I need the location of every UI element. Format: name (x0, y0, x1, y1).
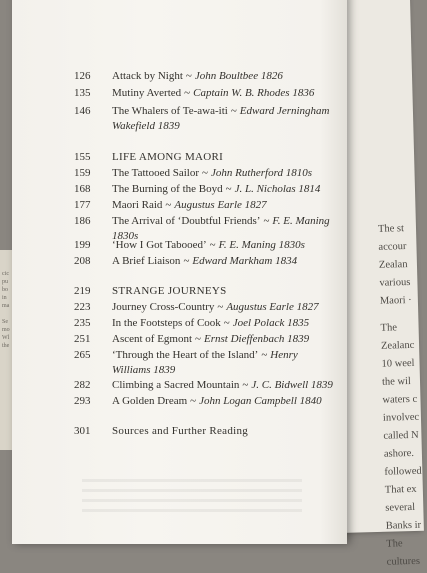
toc-author: Edward Jerningham Wakefield 1839 (112, 105, 330, 132)
toc-title: ‘Through the Heart of the Island’ (112, 349, 259, 361)
toc-page-number: 265 (74, 349, 91, 361)
toc-title: A Brief Liaison (112, 255, 181, 267)
toc-entry-body (112, 198, 338, 213)
toc-page-number: 208 (74, 255, 91, 267)
left-book-line: mo (2, 327, 10, 333)
toc-separator: ~ (242, 379, 249, 391)
toc-page-number: 301 (74, 425, 91, 437)
toc-author: Joel Polack 1835 (232, 317, 310, 329)
toc-author: F. E. Maning 1830s (112, 215, 330, 242)
toc-page-number: 146 (74, 105, 91, 117)
toc-entry-body (112, 86, 338, 101)
left-book-line: in (2, 295, 7, 301)
background-line: waters c (382, 393, 418, 406)
toc-title: The Arrival of ‘Doubtful Friends’ (112, 215, 261, 227)
toc-author: Ernst Dieffenbach 1839 (204, 333, 310, 345)
toc-title: Sources and Further Reading (112, 425, 249, 437)
contents-page (12, 0, 347, 544)
background-line: Zealanc (380, 339, 415, 352)
background-line: several (385, 501, 416, 514)
toc-page-number: 293 (74, 395, 91, 407)
toc-separator: ~ (185, 70, 192, 82)
toc-page-number: 135 (74, 87, 91, 99)
toc-title: Ascent of Egmont (112, 333, 193, 345)
toc-title: Climbing a Sacred Mountain (112, 379, 240, 391)
toc-title: The Tattooed Sailor (112, 167, 200, 179)
toc-entry-body (112, 254, 338, 269)
toc-page-number: 199 (74, 239, 91, 251)
background-line: The (380, 322, 398, 334)
toc-title: Attack by Night (112, 70, 183, 82)
toc-entry-body (112, 300, 338, 315)
toc-author: Augustus Earle 1827 (174, 199, 267, 211)
toc-title: Journey Cross-Country (112, 301, 215, 313)
toc-page-number: 168 (74, 183, 91, 195)
toc-entry-body (112, 378, 338, 393)
toc-separator: ~ (223, 317, 230, 329)
toc-entry-body (112, 69, 338, 84)
toc-title: STRANGE JOURNEYS (112, 285, 227, 297)
toc-author: Henry Williams 1839 (112, 349, 298, 376)
toc-title: LIFE AMONG MAORI (112, 151, 224, 163)
left-book-line: Wl (2, 335, 10, 341)
background-line: cultures (386, 555, 421, 568)
toc-author: F. E. Maning 1830s (218, 239, 305, 251)
toc-page-number: 126 (74, 70, 91, 82)
toc-entry-body (112, 348, 338, 378)
toc-title: A Golden Dream (112, 395, 188, 407)
toc-author: Augustus Earle 1827 (226, 301, 319, 313)
toc-page-number: 282 (74, 379, 91, 391)
left-book-line: cic (2, 271, 9, 277)
left-book-line: ma (2, 303, 10, 309)
toc-author: Edward Markham 1834 (192, 255, 298, 267)
toc-page-number: 251 (74, 333, 91, 345)
toc-author: J. L. Nicholas 1814 (234, 183, 321, 195)
left-book-line: bo (2, 287, 8, 293)
toc-entry-body (112, 182, 338, 197)
background-line: called N (383, 429, 419, 442)
toc-title: In the Footsteps of Cook (112, 317, 221, 329)
toc-separator: ~ (183, 255, 190, 267)
left-book-line: Se (2, 319, 8, 325)
toc-separator: ~ (190, 395, 197, 407)
toc-page-number: 159 (74, 167, 91, 179)
background-line: That ex (384, 483, 417, 496)
background-line: ashore. (383, 447, 415, 460)
toc-entry-body (112, 424, 338, 439)
toc-title: The Burning of the Boyd (112, 183, 223, 195)
toc-page-number: 155 (74, 151, 91, 163)
background-line: followed (384, 465, 422, 478)
background-line: various (379, 276, 411, 289)
toc-title: Maori Raid (112, 199, 163, 211)
background-line: The st (377, 223, 405, 235)
toc-author: John Logan Campbell 1840 (199, 395, 322, 407)
toc-entry-body (112, 316, 338, 331)
toc-entry-body (112, 238, 338, 253)
toc-page-number: 177 (74, 199, 91, 211)
toc-entry-body (112, 332, 338, 347)
background-line: Zealan (378, 259, 408, 271)
toc-entry-body (112, 150, 338, 165)
toc-entry-body (112, 104, 338, 134)
toc-separator: ~ (165, 199, 172, 211)
background-line: involvec (382, 411, 420, 424)
toc-page-number: 186 (74, 215, 91, 227)
background-line: Maori · (379, 294, 412, 307)
toc-separator: ~ (225, 183, 232, 195)
toc-author: John Rutherford 1810s (210, 167, 312, 179)
background-line: Banks ir (385, 519, 422, 532)
background-line: the wil (381, 376, 412, 388)
toc-title: ‘How I Got Tabooed’ (112, 239, 207, 251)
toc-separator: ~ (202, 167, 208, 179)
toc-entry-body (112, 166, 338, 181)
toc-title: The Whalers of Te-awa-iti (112, 105, 228, 117)
toc-author: J. C. Bidwell 1839 (251, 379, 333, 391)
left-book-line: pu (2, 279, 8, 285)
table-of-contents (12, 0, 347, 544)
toc-page-number: 235 (74, 317, 91, 329)
toc-separator: ~ (230, 105, 237, 117)
toc-separator: ~ (184, 87, 191, 99)
toc-author: John Boultbee 1826 (194, 70, 283, 82)
background-page-text (378, 220, 427, 572)
toc-separator: ~ (261, 349, 268, 361)
toc-separator: ~ (195, 333, 201, 345)
left-book-line: the (2, 343, 10, 349)
toc-separator: ~ (217, 301, 224, 313)
toc-entry-body (112, 394, 338, 409)
background-line: The (386, 538, 403, 550)
toc-author: Captain W. B. Rhodes 1836 (193, 87, 315, 99)
toc-page-number: 223 (74, 301, 91, 313)
background-line: accour (378, 241, 407, 253)
background-line: 10 weel (381, 357, 415, 370)
toc-separator: ~ (209, 239, 216, 251)
toc-title: Mutiny Averted (112, 87, 182, 99)
toc-page-number: 219 (74, 285, 91, 297)
toc-entry-body (112, 284, 338, 299)
toc-separator: ~ (263, 215, 270, 227)
